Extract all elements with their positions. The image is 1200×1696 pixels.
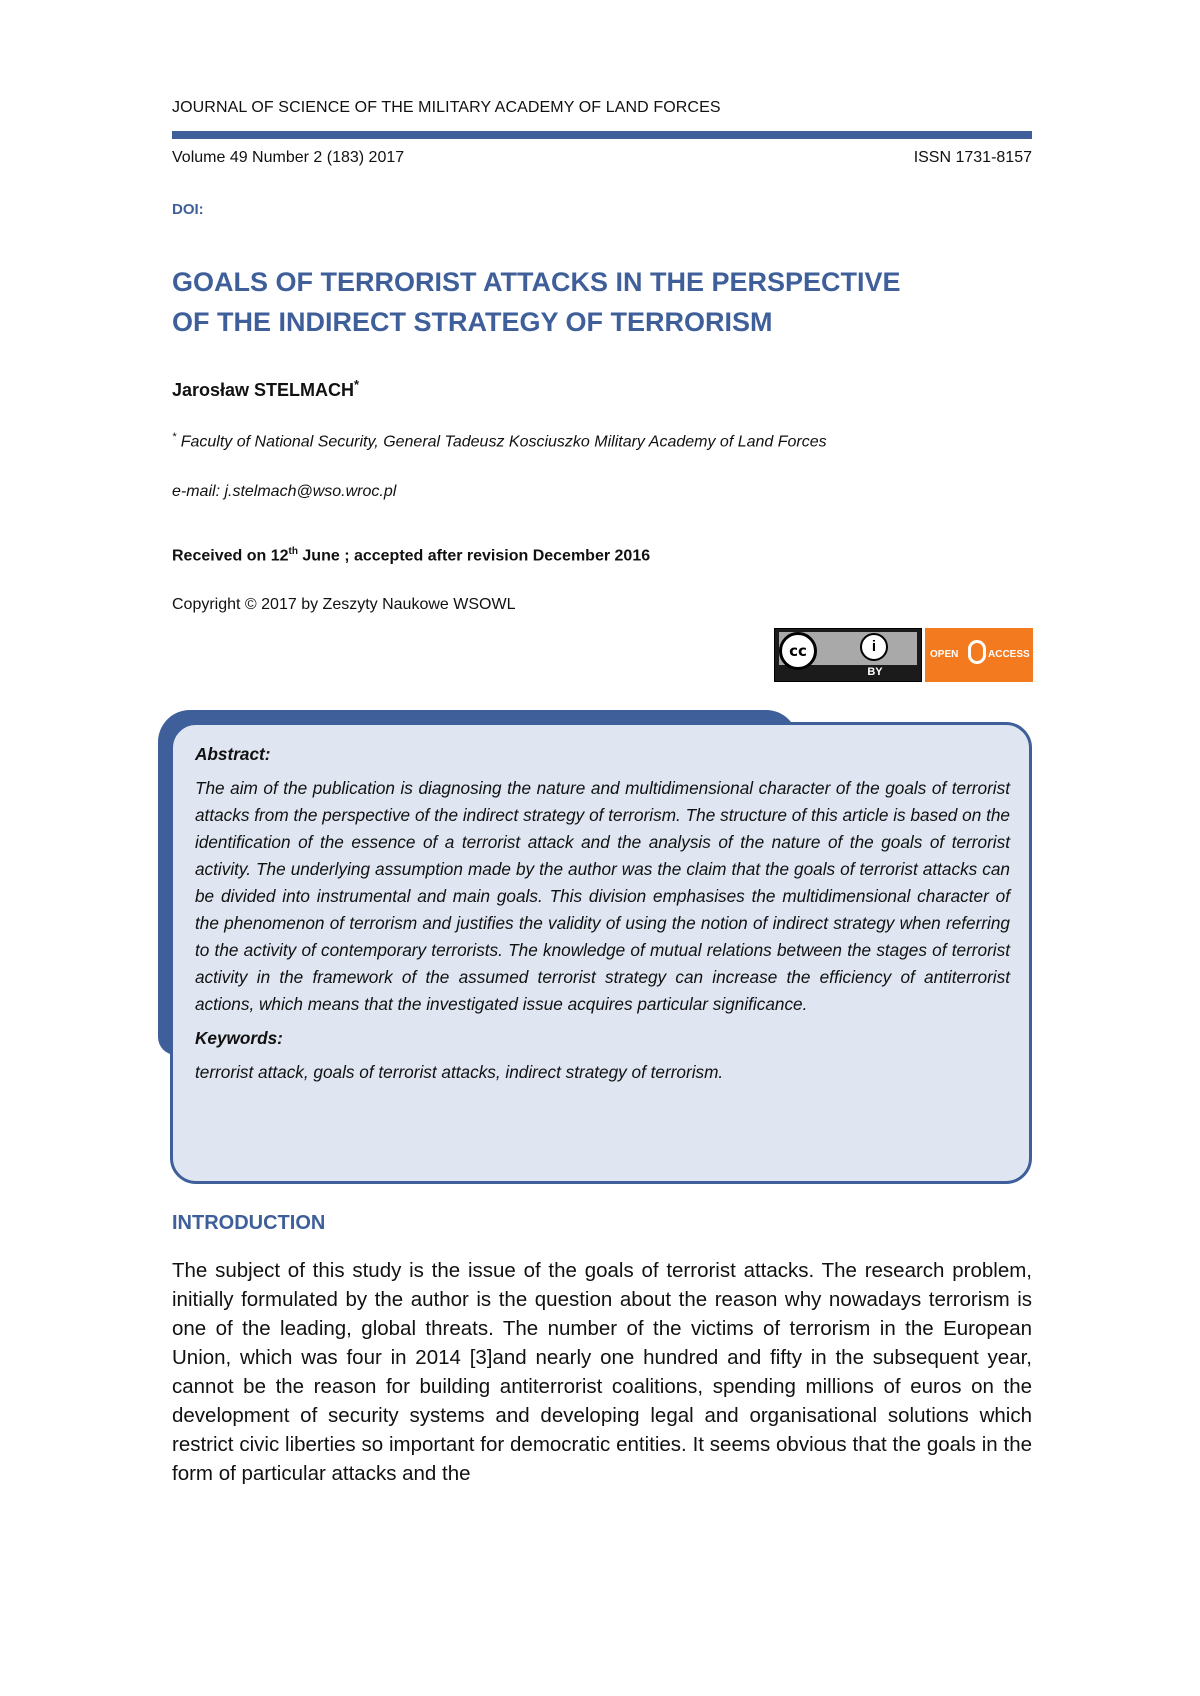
keywords-text: terrorist attack, goals of terrorist attacks, indirect strategy of terrorism.: [195, 1062, 724, 1082]
abstract-text: The aim of the publication is diagnosing the nature and multidimensional character of the goals of terrorist attacks from the perspective of the indirect strategy of terrorism. The structure of this article is based on the identification of the essence of a terrorist attack and the analysis of the nature of the goals of terrorist activity. The underlying assumption made by the author was the claim that the goals of terrorist attacks can be divided into instrumental and main goals. This division emphasises the multidimensional character of the phenomenon of terrorism and justifies the validity of using the notion of indirect strategy when referring to the activity of contemporary terrorists. The knowledge of mutual relations between the stages of terrorist activity in the framework of the assumed terrorist strategy can increase the efficiency of antiterrorist actions, which means that the investigated issue acquires particular significance.: [195, 778, 1010, 1014]
author-name: [172, 377, 359, 401]
copyright: Copyright © 2017 by Zeszyty Naukowe WSOWL: [172, 596, 516, 613]
introduction-text: The subject of this study is the issue of the goals of terrorist attacks. The research problem, initially formulated by the author is the question about the reason why nowadays terrorism is one of the leading, global threats. The number of the victims of terrorism in the European Union, which was four in 2014 [3]and nearly one hundred and fifty in the subsequent year, cannot be the reason for building antiterrorist coalitions, spending millions of euros on the development of security systems and developing legal and organisational solutions which restrict civic liberties so important for democratic entities. It seems obvious that the goals in the form of particular attacks and the: [172, 1259, 1032, 1485]
received-sup: th: [288, 546, 298, 557]
title-line-1: GOALS OF TERRORIST ATTACKS IN THE PERSPECTIVE: [172, 267, 901, 297]
open-lock-icon: [968, 640, 986, 664]
keywords-label: Keywords:: [195, 1028, 283, 1048]
introduction-heading: INTRODUCTION: [172, 1212, 326, 1234]
title-line-2: OF THE INDIRECT STRATEGY OF TERRORISM: [172, 307, 773, 337]
open-label: OPEN: [930, 649, 959, 660]
received-post: June ; accepted after revision December 2016: [297, 547, 651, 565]
email[interactable]: e-mail: j.stelmach@wso.wroc.pl: [172, 483, 397, 500]
attribution-icon: i: [860, 633, 888, 661]
received-pre: Received on 12: [172, 547, 289, 565]
article-title: [172, 262, 1032, 342]
affiliation-text: Faculty of National Security, General Tadeusz Kosciuszko Military Academy of Land Forces: [180, 433, 827, 451]
open-access-badge[interactable]: [925, 628, 1033, 682]
issn: ISSN 1731-8157: [913, 149, 1032, 166]
received-line: [172, 546, 650, 565]
affiliation: [172, 431, 827, 451]
cc-icon: cc: [779, 632, 817, 670]
author-text: Jarosław STELMACH: [172, 380, 355, 400]
author-mark: *: [354, 377, 360, 392]
journal-name: JOURNAL OF SCIENCE OF THE MILITARY ACADEMY OF LAND FORCES: [172, 99, 721, 116]
volume-info: Volume 49 Number 2 (183) 2017: [172, 149, 405, 166]
doi-label: DOI:: [172, 201, 204, 218]
header-rule: [172, 131, 1032, 139]
cc-by-license-badge[interactable]: [774, 628, 922, 682]
by-label: BY: [867, 666, 883, 678]
affiliation-mark: *: [172, 431, 177, 443]
abstract-label: Abstract:: [195, 744, 271, 764]
access-label: ACCESS: [988, 649, 1030, 660]
abstract-content: [195, 744, 1010, 1086]
